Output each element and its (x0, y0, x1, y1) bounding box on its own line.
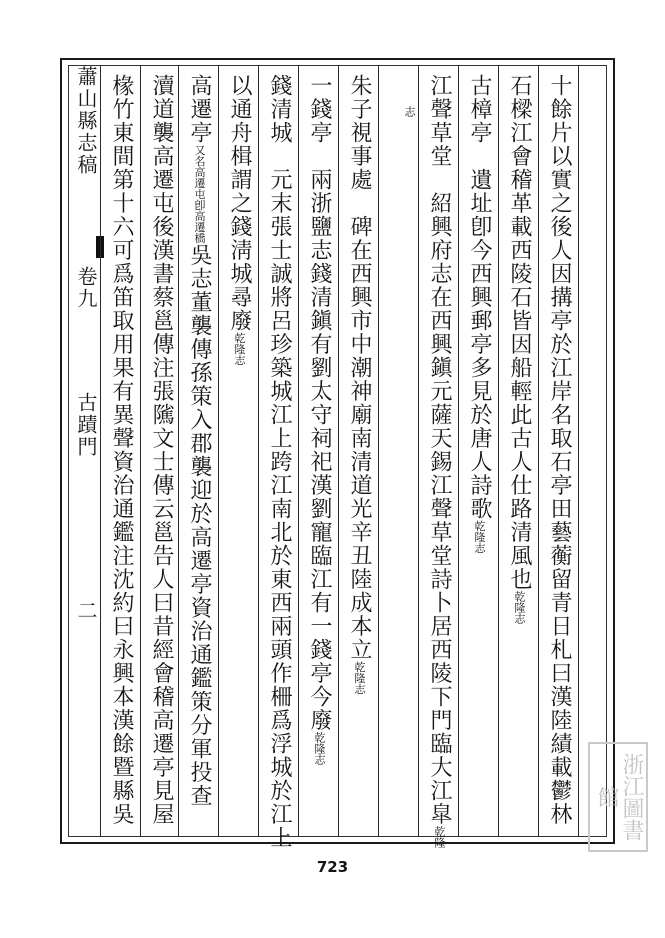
column-text: 朱子視事處 碑在西興市中潮神廟南清道光辛丑陸成本立 (347, 74, 372, 662)
text-column (505, 74, 533, 624)
text-column (225, 74, 253, 366)
text-column (545, 74, 573, 826)
source-note: 乾隆志 (513, 591, 526, 624)
column-text: 高遷亭 (187, 74, 212, 145)
column-rule (538, 66, 539, 836)
source-note: 志 (403, 106, 416, 118)
margin-book-title: 蕭山縣志稿 (74, 66, 98, 176)
column-text: 以通舟楫謂之錢淸城尋廢 (227, 74, 252, 333)
column-rule (458, 66, 459, 836)
library-seal: 浙江圖書館 (588, 742, 648, 852)
column-rule (578, 66, 579, 836)
column-text: 椽竹東間第十六可爲笛取用果有異聲資治通鑑注沈約曰永興本漢餘暨縣吳 (109, 74, 134, 826)
column-text: 瀆道襲高遷屯後漢書蔡邕傳注張隲文士傳云邕告人曰昔經會稽高遷亭見屋 (149, 74, 174, 826)
column-rule (140, 66, 141, 836)
source-note: 乾隆志 (233, 332, 246, 366)
margin-leaf-number: 二 (74, 600, 98, 622)
page-number: 723 (316, 858, 349, 876)
text-column (345, 74, 373, 695)
text-column (305, 74, 333, 765)
column-text: 吳志董襲傳孫策入郡襲迎於高遷亭資治通鑑策分軍投查 (187, 243, 212, 808)
column-rule (298, 66, 299, 836)
column-rule (498, 66, 499, 836)
column-text: 古樟亭 遺址卽今西興郵亭多見於唐人詩歌 (467, 74, 492, 521)
column-rule (418, 66, 419, 836)
column-text: 石樑江會稽革載西陵石皆因船輕此古人仕路清風也 (507, 74, 532, 591)
column-text: 江聲草堂 紹興府志在西興鎭元薩天錫江聲草堂詩卜居西陵下門臨大江皐 (427, 74, 452, 826)
column-rule (338, 66, 339, 836)
text-column (265, 74, 293, 850)
column-rule (178, 66, 179, 836)
column-text: 十餘片以實之後人因搆亭於江岸名取石亭田藝蘅留青日札曰漢陸績載鬱林 (547, 74, 572, 826)
source-note: 乾隆 (433, 826, 446, 848)
source-note: 又名高遷屯卽高遷橋 (193, 144, 206, 244)
column-rule (100, 66, 101, 836)
column-rule (378, 66, 379, 836)
text-column (425, 74, 453, 848)
column-text: 錢清城 元末張士誠將呂珍築城江上跨江南北於東西兩頭作柵爲浮城於江上 (267, 74, 292, 850)
column-text: 一錢亭 兩浙鹽志錢清鎭有劉太守祠祀漢劉寵臨江有一錢亭今廢 (307, 74, 332, 732)
text-column (107, 74, 135, 826)
source-note: 乾隆志 (473, 520, 486, 554)
margin-section: 古蹟門 (74, 392, 98, 458)
source-note: 乾隆志 (353, 661, 366, 695)
source-note: 乾隆志 (313, 732, 326, 765)
column-rule (258, 66, 259, 836)
text-column (465, 74, 493, 554)
column-rule (218, 66, 219, 836)
text-column (147, 74, 175, 826)
text-column (185, 74, 213, 808)
margin-volume: 卷九 (74, 266, 98, 310)
